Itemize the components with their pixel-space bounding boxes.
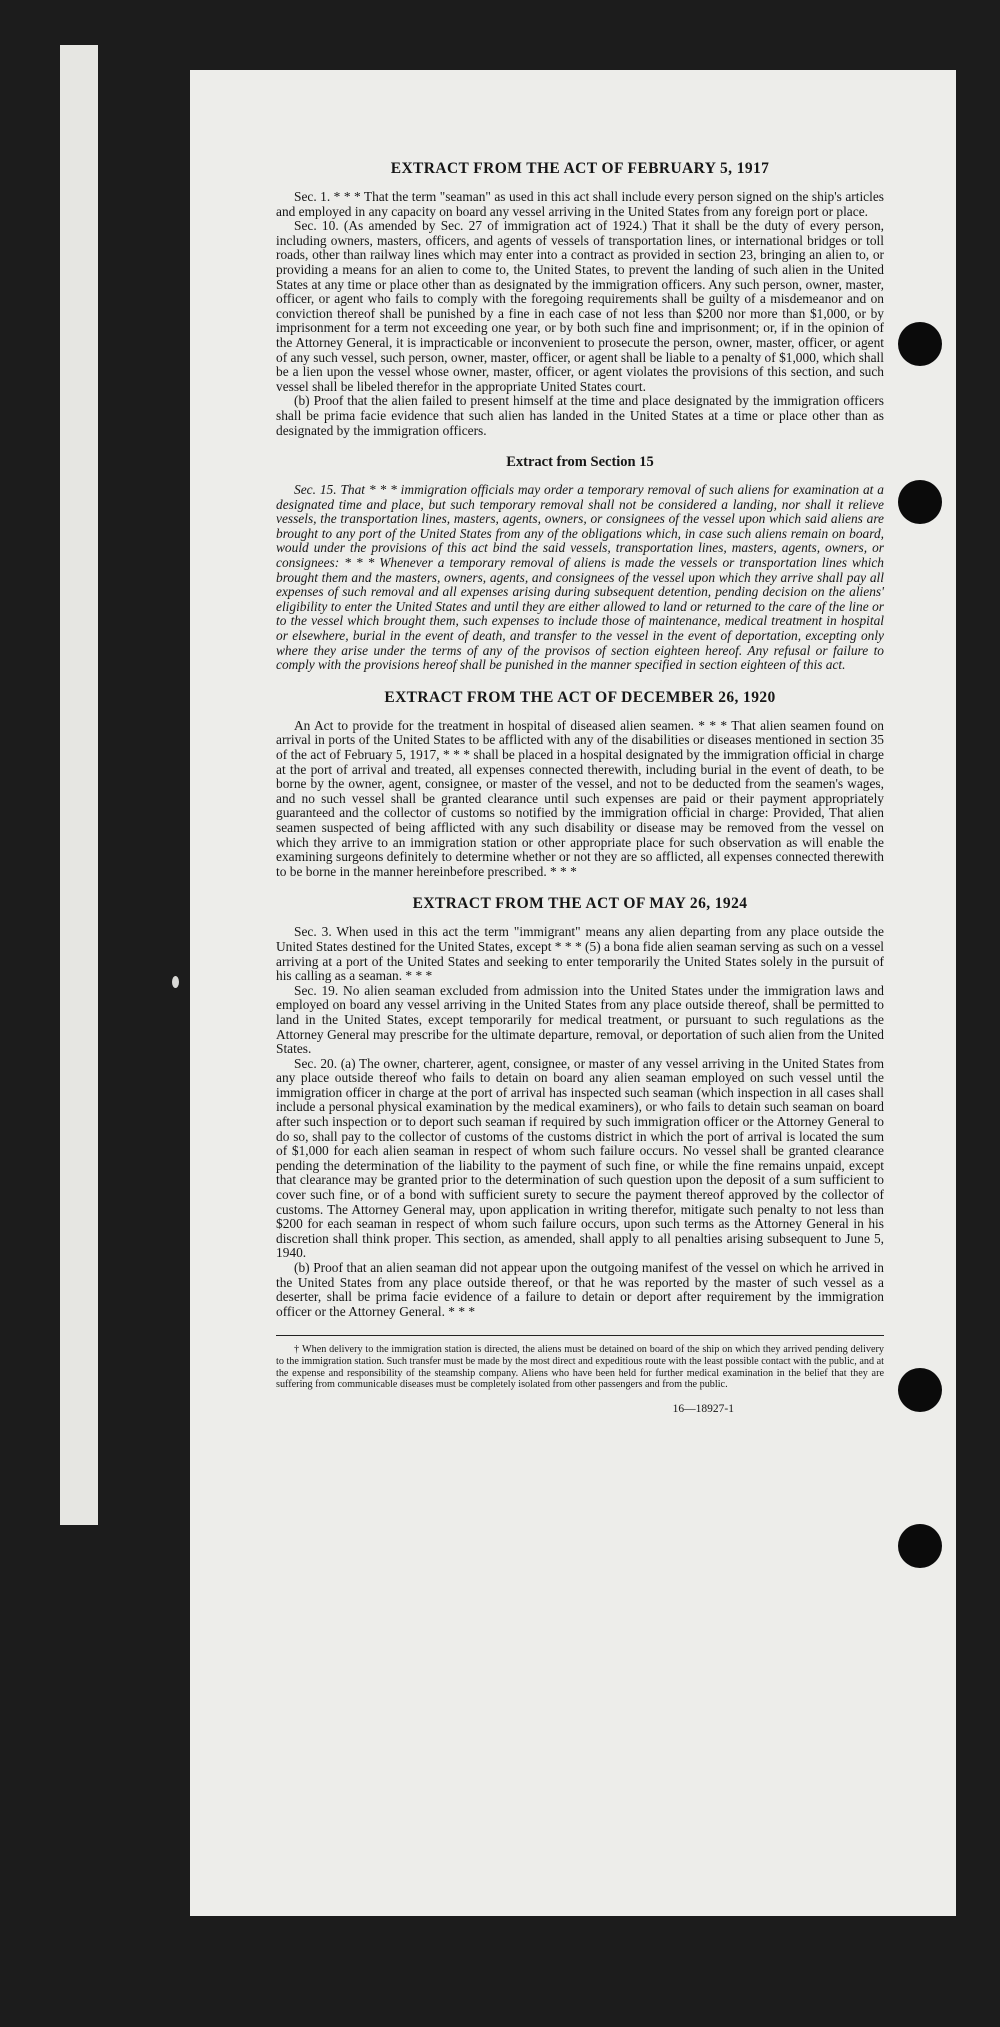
paragraph-sec-20a: Sec. 20. (a) The owner, charterer, agent, consignee, or master of any vessel arriving in the United States from any place outside thereof who fails to detain on board any alien seaman employed on such vessel until the immigration officer in charge at the port of arrival has inspected such seaman (which inspection in all cases shall include a personal physical examination by the medical examiners), or who fails to detain such seaman on board after such inspection or to deport such seaman if required by such immigration officer or the Attorney General to do so, shall pay to the collector of customs of the customs district in which the port of arrival is located the sum of $1,000 for each alien seaman in respect of whom such failure occurs. No vessel shall be granted clearance pending the determination of the liability to the payment of such fine, or while the fine remains unpaid, except that clearance may be granted prior to the determination of such question upon the deposit of a sum sufficient to cover such fine, or of a bond with sufficient surety to secure the payment thereof approved by the collector of customs. The Attorney General may, upon application in writing therefor, mitigate such penalty to not less than $200 for each seaman in respect of whom such failure occurs, upon such terms as the Attorney General in his discretion shall think proper. This section, as amended, shall apply to all penalties arising subsequent to June 5, 1940. [276, 1055, 884, 1261]
film-speck [172, 976, 179, 988]
paragraph-sec-19: Sec. 19. No alien seaman excluded from admission into the United States under the immigration laws and employed on board any vessel arriving in the United States from any place outside thereof, shall be permitted to land in the United States, except temporarily for medical treatment, or pursuant to such regulations as the Attorney General may prescribe for the ultimate departure, removal, or deportation of such alien from the United States. [276, 982, 884, 1057]
paragraph-sec-10: Sec. 10. (As amended by Sec. 27 of immigration act of 1924.) That it shall be the duty of every person, including owners, masters, officers, and agents of vessels of transportation lines, or international bridges or toll roads, other than railway lines which may enter into a contract as provided in section 23, bringing an alien to, or providing a means for an alien to come to, the United States, to prevent the landing of such alien in the United States at any time or place other than as designated by the immigration officers. Any such person, owner, master, officer, or agent who fails to comply with the foregoing requirements shall be guilty of a misdemeanor and on conviction thereof shall be punished by a fine in each case of not less than $200 nor more than $1,000, or by imprisonment for a term not exceeding one year, or by both such fine and imprisonment; or, if in the opinion of the Attorney General, it is impracticable or inconvenient to prosecute the person, owner, master, officer, or agent of any such vessel, such person, owner, master, officer, or agent shall be liable to a penalty of $1,000, which shall be a lien upon the vessel whose owner, master, officer, or agent violates the provisions of this section, and such vessel shall be libeled therefor in the appropriate United States court. [276, 218, 884, 394]
paragraph-sec-10b: (b) Proof that the alien failed to present himself at the time and place designated by the immigration officers shall be prima facie evidence that such alien has landed in the United States at a time or place other than as designated by the immigration officers. [276, 393, 884, 438]
footnote-divider [276, 1335, 884, 1336]
page-id: 16—18927-1 [672, 1402, 734, 1415]
left-film-strip [60, 45, 98, 1525]
paragraph-sec-15: Sec. 15. That * * * immigration officials may order a temporary removal of such aliens for examination at a designated time and place, but such temporary removal shall not be considered a landing, nor shall it relieve vessels, the transportation lines, masters, agents, owners, or consignees of the vessel upon which said aliens are brought to any port of the United States from any of the obligations which, in case such aliens remain on board, would under the provisions of this act bind the said vessels, transportation lines, masters, agents, owners, or consignees: * * * Whenever a temporary removal of aliens is made the vessels or transportation lines which brought them and the masters, owners, agents, and consignees of the vessel upon which they arrive shall pay all expenses of such removal and all expenses arising during subsequent detention, pending decision on the aliens' eligibility to enter the United States and until they are either allowed to land or returned to the care of the line or to the vessel which brought them, such expenses to include those of maintenance, medical treatment in hospital or elsewhere, burial in the event of death, and transfer to the vessel in the event of deportation, excepting only where they arise under the terms of any of the provisos of section eighteen hereof. Any refusal or failure to comply with the provisions hereof shall be punished in the manner specified in section eighteen of this act. [276, 482, 884, 673]
heading-act-dec-1920: EXTRACT FROM THE ACT OF DECEMBER 26, 1920 [384, 688, 776, 706]
heading-act-feb-1917: EXTRACT FROM THE ACT OF FEBRUARY 5, 1917 [390, 160, 770, 177]
paragraph-sec-20b: (b) Proof that an alien seaman did not appear upon the outgoing manifest of the vessel on which he arrived in the United States from any place outside thereof, or that he was reported by the master of such vessel as a deserter, shall be prima facie evidence of a failure to detain or deport after requirement by the immigration officer or the Attorney General. * * * [276, 1260, 884, 1319]
paragraph-act-1920: An Act to provide for the treatment in hospital of diseased alien seamen. * * * That alien seamen found on arrival in ports of the United States to be afflicted with any of the disabilities or diseases mentioned in section 35 of the act of February 5, 1917, * * * shall be placed in a hospital designated by the immigration official in charge at the port of arrival and treated, all expenses connected therewith, including burial in the event of death, to be borne by the owner, agent, consignee, or master of the vessel, and not to be deducted from the seamen's wages, and no such vessel shall be granted clearance until such expenses are paid or their payment appropriately guaranteed and the collector of customs so notified by the immigration official in charge: Provided, That alien seamen suspected of being afflicted with any such disability or disease may be removed from the vessel on which they arrive to an immigration station or other appropriate place for such observation as will enable the examining surgeons definitely to determine whether or not they are so afflicted, all expenses connected therewith to be borne in the manner hereinbefore prescribed. * * * [276, 717, 884, 879]
punch-hole-2 [898, 480, 942, 524]
punch-hole-3 [898, 1368, 942, 1412]
punch-hole-4 [898, 1524, 942, 1568]
punch-hole-1 [898, 322, 942, 366]
heading-act-may-1924: EXTRACT FROM THE ACT OF MAY 26, 1924 [412, 895, 748, 913]
heading-section-15: Extract from Section 15 [506, 454, 654, 471]
document-page [190, 70, 956, 1916]
footnote: † When delivery to the immigration station is directed, the aliens must be detained on board of the ship on which they arrived pending delivery to the immigration station. Such transfer must be made by the most direct and expeditious route with the least possible contact with the public, and at the expense and responsibility of the steamship company. Aliens who have been held for further medical examination in the belief that they are suffering from communicable diseases must be completely isolated from other passengers and from the public. [276, 1344, 885, 1391]
paragraph-sec-3: Sec. 3. When used in this act the term "immigrant" means any alien departing from any place outside the United States destined for the United States, except * * * (5) a bona fide alien seaman serving as such on a vessel arriving at a port of the United States and seeking to enter temporarily the United States solely in the pursuit of his calling as a seaman. * * * [276, 924, 884, 984]
paragraph-sec-1: Sec. 1. * * * That the term "seaman" as used in this act shall include every person signed on the ship's articles and employed in any capacity on board any vessel arriving in the United States from any foreign port or place. [276, 189, 884, 219]
